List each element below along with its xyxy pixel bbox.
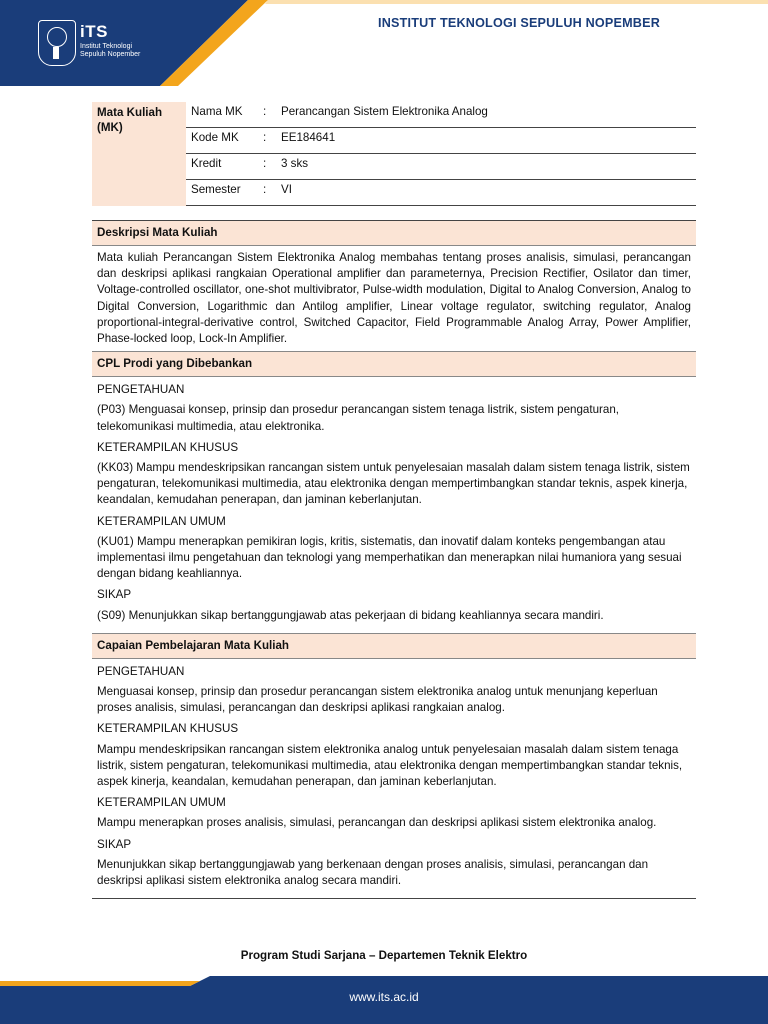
page-header [0,0,768,86]
section-body-cpl [92,377,696,633]
cpmk-text: Menguasai konsep, prinsip dan prosedur perancangan sistem elektronika analog untuk menunjang keperluan proses analisis, simulasi, perancangan dan deskripsi aplikasi rangkaian analog. [97,685,658,715]
description-text: Mata kuliah Perancangan Sistem Elektronika Analog membahas tentang proses analisis, simulasi, perancangan dan deskripsi aplikasi rangkaian Operational amplifier dan parameternya, Precision Rectifier, Osilator dan timer, Voltage-controlled oscillator, one-shot multivibrator, Pulse-width modulation, Digital to Analog Conversion, Analog to Digital Conversion, Logarithmic dan Antilog amplifier, Linear voltage regulator, switching regulator, Analog proportional-integral-derivative control, Switched Capacitor, Field Programmable Analog Array, Power Amplifier, Phase-locked loop, Lock-In Amplifier. [97,251,691,346]
cpl-label: PENGETAHUAN [97,383,185,397]
section-heading-cpmk: Capaian Pembelajaran Mata Kuliah [92,633,696,659]
cpmk-label: PENGETAHUAN [97,664,185,678]
logo-subtitle: Institut Teknologi Sepuluh Nopember [80,43,141,58]
cpmk-text: Mampu menerapkan proses analisis, simulasi, perancangan dan deskripsi aplikasi sistem elektronika analog. [97,816,657,830]
field-key: Nama MK [186,102,258,128]
field-value-course-code: EE184641 [276,128,696,154]
course-row [92,102,696,128]
cpl-text: (S09) Menunjukkan sikap bertanggungjawab atas pekerjaan di bidang keahliannya secara mandiri. [97,608,604,622]
its-logo [38,16,141,72]
content-table [92,220,696,899]
field-key: Kode MK [186,128,258,154]
field-sep: : [258,102,276,128]
website-link[interactable]: www.its.ac.id [349,990,419,1004]
cpmk-label: SIKAP [97,837,132,851]
cpl-text: (P03) Menguasai konsep, prinsip dan prosedur perancangan sistem tenaga listrik, sistem pengaturan, telekomunikasi multimedia, atau elektronika. [97,403,620,433]
section-body-cpmk [92,659,696,898]
cpl-text: (KK03) Mampu mendeskripsikan rancangan sistem untuk penyelesaian masalah dalam sistem tenaga listrik, sistem pengaturan, telekomunikasi multimedia, atau elektronika dengan mempertimbangkan standar teknis, aspek kinerja, keandalan, kemudahan penerapan, dan jaminan keberlanjutan. [97,461,690,507]
course-label: Mata Kuliah (MK) [92,102,186,206]
section-heading-description: Deskripsi Mata Kuliah [92,221,696,246]
field-value-semester: VI [276,180,696,206]
field-sep: : [258,180,276,206]
program-footer: Program Studi Sarjana – Departemen Teknik Elektro [240,949,528,962]
field-sep: : [258,154,276,180]
cpl-text: (KU01) Mampu menerapkan pemikiran logis, kritis, sistematis, dan inovatif dalam konteks pengembangan atau implementasi ilmu pengetahuan dan teknologi yang memperhatikan dan menerapkan nilai humaniora yang sesuai dengan bidang keahliannya. [97,534,682,581]
section-body-description [92,246,696,351]
field-sep: : [258,128,276,154]
its-emblem-icon [38,20,76,66]
cpl-label: KETERAMPILAN UMUM [97,514,226,528]
cpmk-label: KETERAMPILAN KHUSUS [97,722,239,736]
logo-brand: iTS [80,22,108,41]
cpmk-text: Menunjukkan sikap bertanggungjawab yang berkenaan dengan proses analisis, simulasi, perancangan dan deskripsi aplikasi sistem elektronika analog secara mandiri. [97,857,649,888]
course-info-table [92,102,696,206]
section-heading-cpl: CPL Prodi yang Dibebankan [92,351,696,377]
cpl-label: KETERAMPILAN KHUSUS [97,440,239,454]
field-value-course-name: Perancangan Sistem Elektronika Analog [276,102,696,128]
cpl-label: SIKAP [97,588,132,602]
field-value-credits: 3 sks [276,154,696,180]
cpmk-text: Mampu mendeskripsikan rancangan sistem elektronika analog untuk penyelesaian masalah dalam sistem tenaga listrik, sistem pengaturan, telekomunikasi multimedia, atau elektronika dengan mempertimbangkan standar teknis, aspek kinerja, keandalan, kemudahan penerapan, dan jaminan keberlanjutan. [97,742,683,789]
cpmk-label: KETERAMPILAN UMUM [97,796,226,810]
institution-name: INSTITUT TEKNOLOGI SEPULUH NOPEMBER [378,16,660,30]
field-key: Kredit [186,154,258,180]
field-key: Semester [186,180,258,206]
